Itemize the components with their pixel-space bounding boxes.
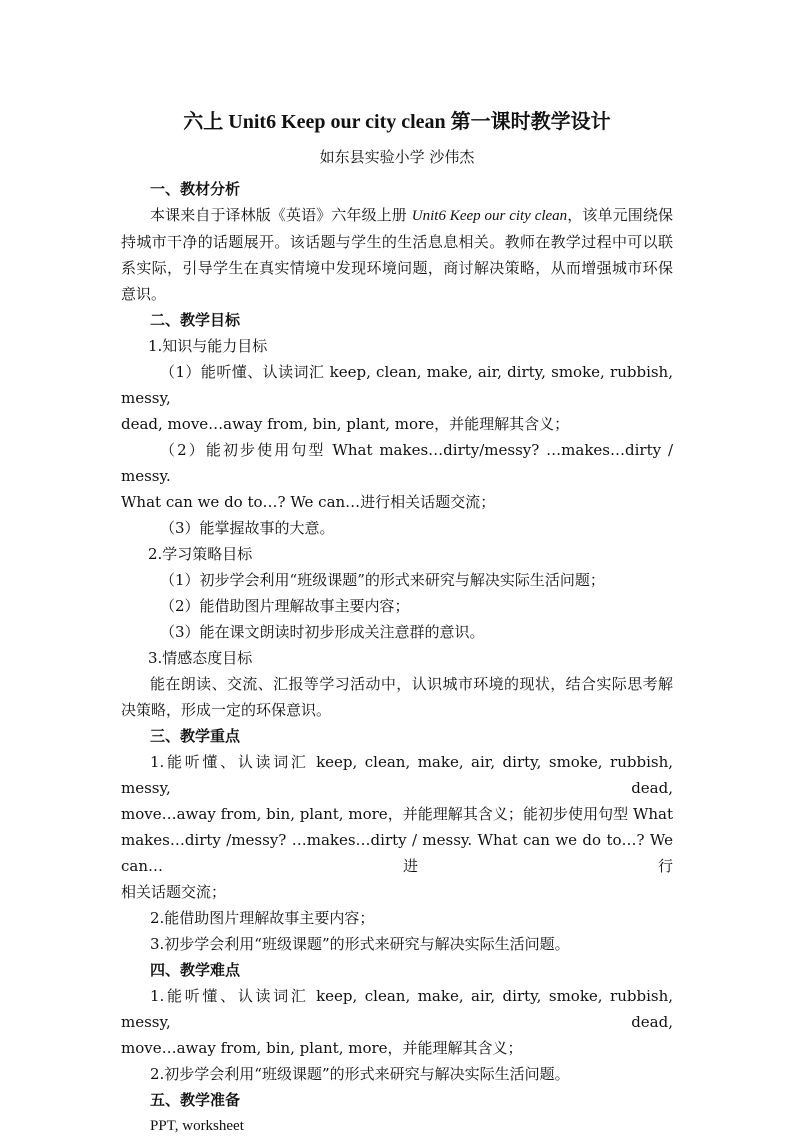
goal-item: （1）能听懂、认读词汇 keep, clean, make, air, dirty, smoke, rubbish, messy,: [121, 363, 673, 407]
paragraph-text: ，该单元围绕保持城市干净的话题展开。该话题与学生的生活息息相关。教师在教学过程中可以联系实际，引导学生在真实情境中发现环境问题，商讨解决策略，从而增强城市环保意识。: [121, 206, 673, 303]
goal-item: （3）能在课文朗读时初步形成关注意群的意识。: [160, 623, 485, 641]
preparation-content: PPT, worksheet: [150, 1118, 244, 1134]
goal-item: （3）能掌握故事的大意。: [160, 519, 335, 537]
page-title: 六上 Unit6 Keep our city clean 第一课时教学设计: [183, 111, 611, 133]
section-heading-difficulties: 四、教学难点: [150, 961, 241, 979]
goal-item-continued: What can we do to…? We can…进行相关话题交流；: [121, 493, 496, 511]
difficulty-item-continued: move…away from, bin, plant, more，并能理解其含义；: [121, 1039, 523, 1057]
section-heading-preparation: 五、教学准备: [150, 1091, 241, 1109]
author-line: 如东县实验小学 沙伟杰: [319, 148, 475, 166]
goal-item: （2）能借助图片理解故事主要内容；: [160, 597, 410, 615]
goal-item: （2）能初步使用句型 What makes…dirty/messy? …makes…dirty / messy.: [121, 441, 673, 485]
key-point-item: 2.能借助图片理解故事主要内容；: [150, 909, 375, 927]
key-point-item-continued: move…away from, bin, plant, more，并能理解其含义；能初步使用句型 What: [121, 805, 673, 823]
key-point-item-continued: makes…dirty /messy? …makes…dirty / messy. What can we do to…? We can…进行: [121, 831, 673, 875]
goal-heading-knowledge: 1.知识与能力目标: [148, 337, 268, 355]
key-point-item: 3.初步学会利用“班级课题”的形式来研究与解决实际生活问题。: [150, 935, 570, 953]
section-heading-key-points: 三、教学重点: [150, 727, 241, 745]
goal-heading-attitude: 3.情感态度目标: [148, 649, 253, 667]
key-point-item-continued: 相关话题交流；: [121, 883, 227, 901]
difficulty-item: 2.初步学会利用“班级课题”的形式来研究与解决实际生活问题。: [150, 1065, 570, 1083]
key-point-item: 1.能听懂、认读词汇 keep, clean, make, air, dirty, smoke, rubbish, messy, dead,: [121, 753, 673, 797]
section-heading-teaching-goals: 二、教学目标: [150, 311, 241, 329]
goal-heading-strategy: 2.学习策略目标: [148, 545, 253, 563]
goal-item-continued: dead, move…away from, bin, plant, more，并能理解其含义；: [121, 415, 570, 433]
attitude-paragraph: 能在朗读、交流、汇报等学习活动中，认识城市环境的现状，结合实际思考解决策略，形成一定的环保意识。: [121, 675, 673, 719]
textbook-analysis-paragraph: [121, 202, 673, 307]
difficulty-item: 1.能听懂、认读词汇 keep, clean, make, air, dirty, smoke, rubbish, messy, dead,: [121, 987, 673, 1031]
section-heading-textbook-analysis: 一、教材分析: [150, 180, 241, 198]
unit-title-italic: Unit6 Keep our city clean: [411, 208, 568, 224]
paragraph-text: 本课来自于译林版《英语》六年级上册: [150, 206, 412, 224]
goal-item: （1）初步学会利用“班级课题”的形式来研究与解决实际生活问题；: [160, 571, 605, 589]
document-body: [121, 176, 673, 1139]
